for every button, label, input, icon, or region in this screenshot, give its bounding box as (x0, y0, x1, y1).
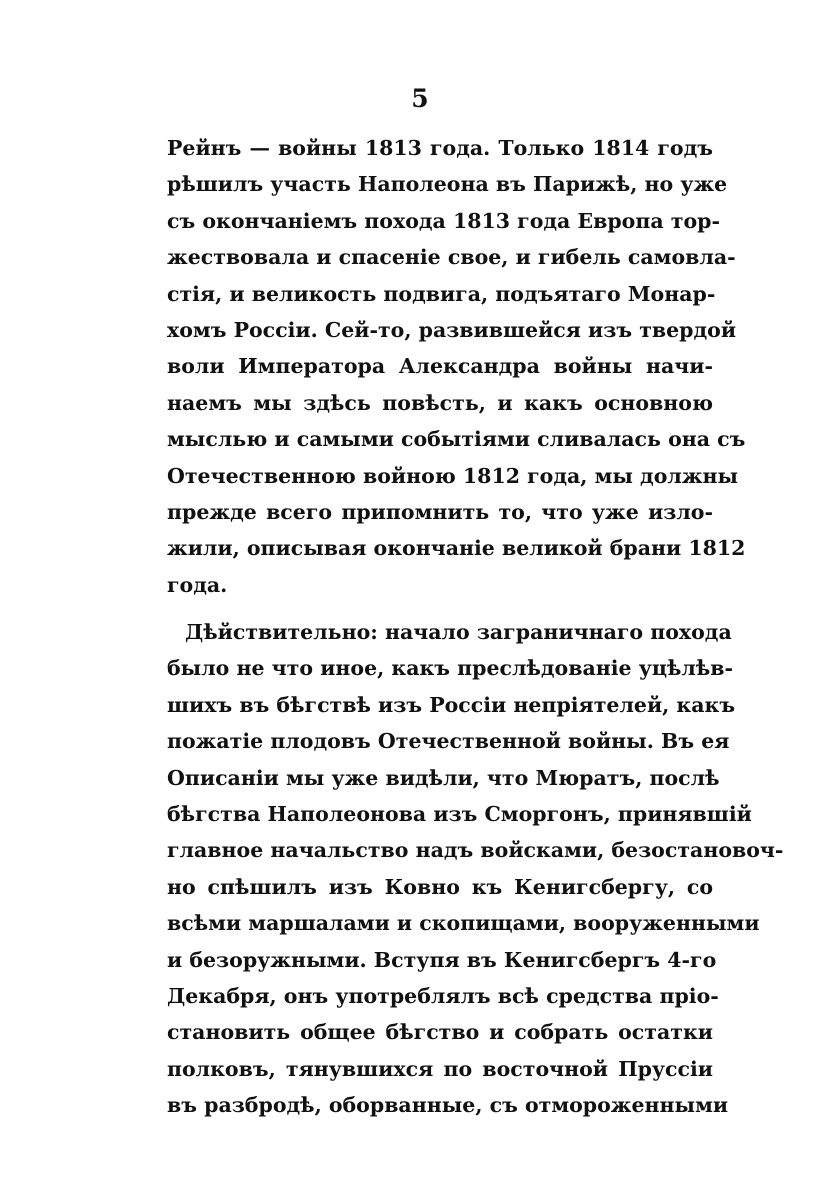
text-line: хомъ Россiи. Сей-то, развившейся изъ твердой (167, 317, 737, 342)
text-line: главное начальство надъ войсками, безостановоч- (167, 838, 784, 863)
text-line: Описанiи мы уже видѣли, что Мюратъ, послѣ (167, 765, 720, 790)
text-line: жили, описывая окончанiе великой брани 1812 (167, 536, 746, 561)
text-line: воли Императора Александра войны начи- (167, 354, 713, 379)
body-text (167, 130, 784, 1124)
text-line: стiя, и великость подвига, подъятаго Монар- (167, 281, 716, 306)
text-line: было не что иное, какъ преслѣдованiе уцѣлѣв- (167, 656, 734, 681)
text-line: но спѣшилъ изъ Ковно къ Кенигсбергу, со (167, 874, 713, 899)
text-line: всѣми маршалами и скопищами, вооруженными (167, 911, 760, 936)
text-line: становить общее бѣгство и собрать остатки (167, 1020, 713, 1045)
text-line: полковъ, тянувшихся по восточной Пруссiи (167, 1056, 713, 1081)
text-line: пожатiе плодовъ Отечественной войны. Въ ея (167, 729, 730, 754)
text-line: мыслью и самыми событiями сливалась она съ (167, 427, 746, 452)
text-line: прежде всего припомнить то, что уже изло- (167, 499, 713, 524)
text-line: бѣгства Наполеонова изъ Сморгонъ, принявшiй (167, 802, 752, 827)
text-line: и безоружными. Вступя въ Кенигсбергъ 4-го (167, 947, 717, 972)
text-line: съ окончанiемъ похода 1813 года Европа тор- (167, 208, 720, 233)
text-line: года. (167, 572, 228, 597)
text-line: Отечественною войною 1812 года, мы должны (167, 463, 739, 488)
text-line: въ разбродѣ, оборванные, съ отмороженными (167, 1093, 729, 1118)
text-line: Декабря, онъ употреблялъ всѣ средства прiо- (167, 983, 719, 1008)
text-line: шихъ въ бѣгствѣ изъ Россiи непрiятелей, какъ (167, 692, 736, 717)
page-number: 5 (411, 84, 429, 113)
text-line: жествовала и спасенiе свое, и гибель самовла- (167, 245, 736, 270)
text-line: рѣшилъ участь Наполеона въ Парижѣ, но уже (167, 172, 728, 197)
text-line: Рейнъ — войны 1813 года. Только 1814 годъ (167, 136, 713, 160)
text-line: наемъ мы здѣсь повѣсть, и какъ основною (167, 390, 713, 415)
paragraph-gap (167, 603, 713, 614)
text-line: Дѣйствительно: начало заграничнаго похода (185, 620, 732, 645)
